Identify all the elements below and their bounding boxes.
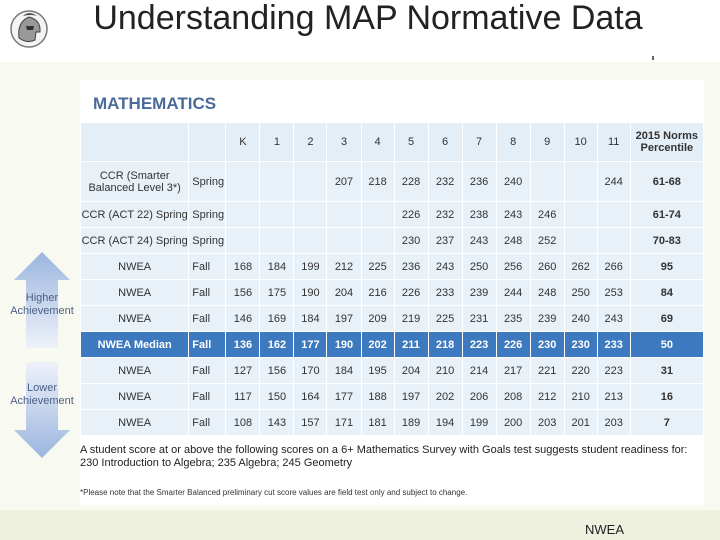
score-cell: 117	[226, 384, 260, 410]
score-cell: 243	[462, 228, 496, 254]
season-cell: Fall	[189, 384, 226, 410]
row-label: NWEA	[81, 254, 189, 280]
score-cell: 203	[530, 410, 564, 436]
grade-header: 2	[294, 123, 327, 162]
score-cell: 260	[530, 254, 564, 280]
score-cell: 181	[361, 410, 394, 436]
score-cell	[361, 228, 394, 254]
score-cell: 200	[496, 410, 530, 436]
score-cell: 213	[597, 384, 630, 410]
score-cell: 208	[496, 384, 530, 410]
score-cell: 184	[327, 358, 361, 384]
score-cell: 226	[394, 280, 428, 306]
row-label: NWEA	[81, 306, 189, 332]
lower-achievement-label: Lower Achievement	[10, 382, 74, 407]
grade-header: 4	[361, 123, 394, 162]
grade-header: 3	[327, 123, 361, 162]
score-cell	[564, 228, 597, 254]
score-cell: 203	[597, 410, 630, 436]
score-cell: 150	[260, 384, 294, 410]
score-cell: 217	[496, 358, 530, 384]
median-row	[81, 332, 704, 358]
score-cell: 225	[361, 254, 394, 280]
score-cell: 204	[394, 358, 428, 384]
slide-header	[0, 0, 720, 62]
score-cell: 262	[564, 254, 597, 280]
score-cell	[260, 162, 294, 202]
score-cell: 232	[428, 202, 462, 228]
score-cell: 188	[361, 384, 394, 410]
score-cell: 228	[394, 162, 428, 202]
title-tick-mark	[652, 56, 654, 60]
score-cell: 146	[226, 306, 260, 332]
score-cell: 210	[564, 384, 597, 410]
slide-title: Understanding MAP Normative Data	[93, 0, 643, 37]
table-row	[81, 358, 704, 384]
score-cell: 239	[530, 306, 564, 332]
score-cell: 243	[496, 202, 530, 228]
table-header-row	[81, 123, 704, 162]
score-cell: 189	[394, 410, 428, 436]
score-cell: 244	[597, 162, 630, 202]
grade-header: 6	[428, 123, 462, 162]
score-cell: 214	[462, 358, 496, 384]
row-label: NWEA	[81, 410, 189, 436]
grade-header: 7	[462, 123, 496, 162]
norms-table	[80, 122, 704, 436]
score-cell: 252	[530, 228, 564, 254]
score-cell	[361, 202, 394, 228]
score-cell: 233	[597, 332, 630, 358]
season-cell: Fall	[189, 410, 226, 436]
table-row	[81, 384, 704, 410]
score-cell: 218	[428, 332, 462, 358]
score-cell: 230	[564, 332, 597, 358]
season-cell: Fall	[189, 280, 226, 306]
score-cell	[294, 202, 327, 228]
percentile-cell: 50	[630, 332, 703, 358]
score-cell: 197	[394, 384, 428, 410]
percentile-header: 2015 Norms Percentile	[630, 123, 703, 162]
score-cell: 169	[260, 306, 294, 332]
score-cell: 230	[394, 228, 428, 254]
score-cell	[294, 162, 327, 202]
season-cell: Spring	[189, 202, 226, 228]
score-cell: 226	[496, 332, 530, 358]
score-cell: 246	[530, 202, 564, 228]
season-cell: Fall	[189, 306, 226, 332]
row-label: NWEA Median	[81, 332, 189, 358]
score-cell: 266	[597, 254, 630, 280]
grade-header: 10	[564, 123, 597, 162]
score-cell: 143	[260, 410, 294, 436]
score-cell: 194	[428, 410, 462, 436]
score-cell: 170	[294, 358, 327, 384]
grade-header: 8	[496, 123, 530, 162]
season-cell: Fall	[189, 358, 226, 384]
score-cell: 244	[496, 280, 530, 306]
score-cell: 177	[327, 384, 361, 410]
score-cell: 156	[226, 280, 260, 306]
score-cell	[530, 162, 564, 202]
score-cell: 199	[462, 410, 496, 436]
score-cell: 216	[361, 280, 394, 306]
table-row	[81, 306, 704, 332]
score-cell: 250	[462, 254, 496, 280]
score-cell: 175	[260, 280, 294, 306]
percentile-cell: 61-74	[630, 202, 703, 228]
score-cell	[226, 228, 260, 254]
score-cell	[564, 202, 597, 228]
score-cell: 164	[294, 384, 327, 410]
score-cell	[564, 162, 597, 202]
score-cell: 248	[530, 280, 564, 306]
score-cell	[327, 202, 361, 228]
season-cell: Fall	[189, 254, 226, 280]
percentile-cell: 16	[630, 384, 703, 410]
score-cell: 199	[294, 254, 327, 280]
row-label: NWEA	[81, 384, 189, 410]
score-cell: 238	[462, 202, 496, 228]
norms-panel	[80, 80, 704, 505]
score-cell: 204	[327, 280, 361, 306]
score-cell	[597, 228, 630, 254]
score-cell: 237	[428, 228, 462, 254]
table-row	[81, 202, 704, 228]
score-cell: 190	[294, 280, 327, 306]
score-cell: 256	[496, 254, 530, 280]
score-cell: 184	[294, 306, 327, 332]
score-cell: 210	[428, 358, 462, 384]
spartan-helmet-logo	[9, 8, 49, 50]
score-cell: 236	[394, 254, 428, 280]
score-cell: 197	[327, 306, 361, 332]
table-row	[81, 410, 704, 436]
score-cell: 207	[327, 162, 361, 202]
percentile-cell: 70-83	[630, 228, 703, 254]
score-cell: 157	[294, 410, 327, 436]
score-cell: 232	[428, 162, 462, 202]
score-cell: 162	[260, 332, 294, 358]
row-label: NWEA	[81, 280, 189, 306]
score-cell: 243	[428, 254, 462, 280]
down-arrow-icon	[12, 360, 72, 460]
score-cell	[294, 228, 327, 254]
score-cell: 202	[361, 332, 394, 358]
percentile-cell: 95	[630, 254, 703, 280]
table-body	[81, 162, 704, 436]
row-label: CCR (ACT 24) Spring	[81, 228, 189, 254]
score-cell: 156	[260, 358, 294, 384]
score-cell: 127	[226, 358, 260, 384]
score-cell: 236	[462, 162, 496, 202]
footer-label: NWEA	[585, 522, 624, 537]
score-cell: 206	[462, 384, 496, 410]
score-cell: 184	[260, 254, 294, 280]
score-cell: 240	[564, 306, 597, 332]
score-cell: 226	[394, 202, 428, 228]
score-cell: 177	[294, 332, 327, 358]
percentile-cell: 69	[630, 306, 703, 332]
score-cell: 209	[361, 306, 394, 332]
header-cell	[81, 123, 189, 162]
grade-header: 11	[597, 123, 630, 162]
score-cell	[226, 162, 260, 202]
score-cell: 223	[597, 358, 630, 384]
percentile-cell: 7	[630, 410, 703, 436]
season-cell: Spring	[189, 162, 226, 202]
score-cell	[226, 202, 260, 228]
score-cell: 233	[428, 280, 462, 306]
season-cell: Fall	[189, 332, 226, 358]
score-cell: 136	[226, 332, 260, 358]
score-cell: 108	[226, 410, 260, 436]
score-cell: 190	[327, 332, 361, 358]
table-row	[81, 228, 704, 254]
score-cell	[327, 228, 361, 254]
score-cell: 253	[597, 280, 630, 306]
score-cell: 218	[361, 162, 394, 202]
score-cell: 223	[462, 332, 496, 358]
score-cell: 201	[564, 410, 597, 436]
score-cell: 221	[530, 358, 564, 384]
footnote: *Please note that the Smarter Balanced preliminary cut score values are field test only and subject to change.	[80, 488, 468, 497]
table-row	[81, 162, 704, 202]
score-cell: 212	[327, 254, 361, 280]
grade-header: 9	[530, 123, 564, 162]
season-cell: Spring	[189, 228, 226, 254]
header-cell	[189, 123, 226, 162]
score-cell: 235	[496, 306, 530, 332]
score-cell: 219	[394, 306, 428, 332]
grade-header: 1	[260, 123, 294, 162]
score-cell: 230	[530, 332, 564, 358]
readiness-note: A student score at or above the following scores on a 6+ Mathematics Survey with Goals test suggests student readiness for: 230 Introduction to Algebra; 235 Algebra; 245 Geometry	[80, 444, 688, 469]
score-cell: 225	[428, 306, 462, 332]
score-cell: 202	[428, 384, 462, 410]
score-cell: 240	[496, 162, 530, 202]
grade-header: K	[226, 123, 260, 162]
score-cell: 220	[564, 358, 597, 384]
score-cell: 195	[361, 358, 394, 384]
score-cell: 248	[496, 228, 530, 254]
score-cell: 243	[597, 306, 630, 332]
grade-header: 5	[394, 123, 428, 162]
table-row	[81, 280, 704, 306]
table-heading: MATHEMATICS	[93, 94, 217, 113]
score-cell: 231	[462, 306, 496, 332]
score-cell: 212	[530, 384, 564, 410]
row-label: CCR (Smarter Balanced Level 3*)	[81, 162, 189, 202]
row-label: CCR (ACT 22) Spring	[81, 202, 189, 228]
percentile-cell: 31	[630, 358, 703, 384]
score-cell	[597, 202, 630, 228]
percentile-cell: 84	[630, 280, 703, 306]
score-cell: 239	[462, 280, 496, 306]
table-row	[81, 254, 704, 280]
score-cell: 171	[327, 410, 361, 436]
score-cell: 168	[226, 254, 260, 280]
row-label: NWEA	[81, 358, 189, 384]
higher-achievement-label: Higher Achievement	[10, 292, 74, 317]
score-cell	[260, 202, 294, 228]
percentile-cell: 61-68	[630, 162, 703, 202]
score-cell: 211	[394, 332, 428, 358]
score-cell	[260, 228, 294, 254]
score-cell: 250	[564, 280, 597, 306]
